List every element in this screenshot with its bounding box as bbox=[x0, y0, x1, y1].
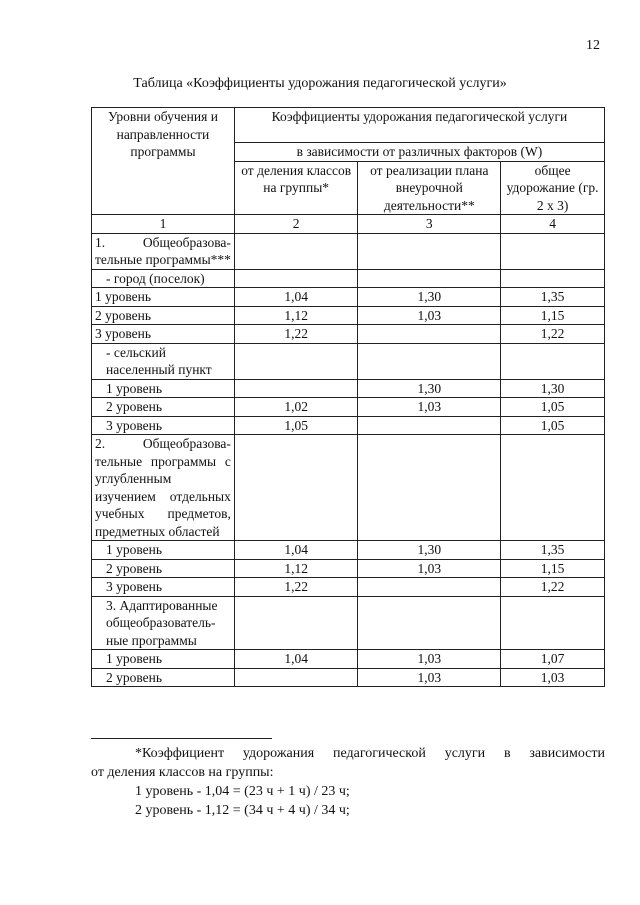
footnote-line: 1 уровень - 1,04 = (23 ч + 1 ч) / 23 ч; bbox=[135, 784, 350, 799]
table-row bbox=[92, 578, 605, 597]
header-col2: от деления классов на группы* bbox=[234, 161, 358, 215]
row-label: 2 уровень bbox=[92, 398, 235, 417]
col-number: 4 bbox=[501, 215, 605, 234]
table-row bbox=[92, 668, 605, 687]
row-label: 3 уровень bbox=[92, 578, 235, 597]
row-label: 3 уровень bbox=[92, 416, 235, 435]
page-number: 12 bbox=[586, 38, 600, 53]
cell-col2: 1,04 bbox=[234, 288, 358, 307]
col-number: 1 bbox=[92, 215, 235, 234]
table-row bbox=[92, 288, 605, 307]
cell-col3 bbox=[358, 325, 501, 344]
cell-col2: 1,12 bbox=[234, 306, 358, 325]
cell-col4: 1,05 bbox=[501, 398, 605, 417]
table-row bbox=[92, 416, 605, 435]
table-row bbox=[92, 325, 605, 344]
footnote-line: *Коэффициент удорожания педагогической услуги в зависимости bbox=[135, 746, 605, 761]
cell-col4: 1,15 bbox=[501, 559, 605, 578]
cell-col2: 1,22 bbox=[234, 325, 358, 344]
cell-col3: 1,30 bbox=[358, 541, 501, 560]
cell-col2: 1,02 bbox=[234, 398, 358, 417]
column-numbers-row bbox=[92, 215, 605, 234]
header-row bbox=[92, 108, 605, 143]
cell-col2: 1,12 bbox=[234, 559, 358, 578]
subsection-row bbox=[92, 269, 605, 288]
row-label: 1 уровень bbox=[92, 541, 235, 560]
section-row bbox=[92, 233, 605, 269]
header-levels: Уровни обучения и направленности программы bbox=[92, 108, 235, 215]
cell-col2: 1,04 bbox=[234, 541, 358, 560]
table-title: Таблица «Коэффициенты удорожания педагогической услуги» bbox=[133, 76, 507, 91]
header-col4: общее удорожание (гр. 2 х 3) bbox=[501, 161, 605, 215]
cell-col3: 1,03 bbox=[358, 306, 501, 325]
cell-col4: 1,07 bbox=[501, 650, 605, 669]
cell-col2: 1,04 bbox=[234, 650, 358, 669]
coefficients-table bbox=[91, 107, 605, 687]
table-row bbox=[92, 398, 605, 417]
cell-col2: 1,22 bbox=[234, 578, 358, 597]
row-label: 3 уровень bbox=[92, 325, 235, 344]
cell-col4: 1,35 bbox=[501, 541, 605, 560]
row-label: 1 уровень bbox=[92, 379, 235, 398]
row-label: 1 уровень bbox=[92, 288, 235, 307]
section-2-title: 2. Общеобразова-тельные программы с углубленным изучением отдельных учебных предметов, предметных областей bbox=[92, 435, 235, 541]
subsection-row bbox=[92, 343, 605, 379]
cell-col3 bbox=[358, 578, 501, 597]
subsection-rural: - сельский населенный пункт bbox=[92, 343, 235, 379]
row-label: 1 уровень bbox=[92, 650, 235, 669]
header-col3: от реализации плана внеурочной деятельности** bbox=[358, 161, 501, 215]
cell-col4: 1,30 bbox=[501, 379, 605, 398]
section-row bbox=[92, 596, 605, 650]
cell-col3: 1,03 bbox=[358, 668, 501, 687]
col-number: 3 bbox=[358, 215, 501, 234]
header-factors: в зависимости от различных факторов (W) bbox=[234, 143, 604, 162]
cell-col4: 1,22 bbox=[501, 578, 605, 597]
row-label: 2 уровень bbox=[92, 559, 235, 578]
cell-col2: 1,05 bbox=[234, 416, 358, 435]
footnote-divider bbox=[91, 738, 272, 739]
section-3-title: 3. Адаптированные общеобразователь-ные программы bbox=[92, 596, 235, 650]
cell-col4: 1,15 bbox=[501, 306, 605, 325]
cell-col2 bbox=[234, 379, 358, 398]
table-row bbox=[92, 306, 605, 325]
cell-col3: 1,03 bbox=[358, 398, 501, 417]
row-label: 2 уровень bbox=[92, 306, 235, 325]
table-row bbox=[92, 650, 605, 669]
header-coefficients: Коэффициенты удорожания педагогической услуги bbox=[234, 108, 604, 143]
cell-col2 bbox=[234, 668, 358, 687]
col-number: 2 bbox=[234, 215, 358, 234]
section-row bbox=[92, 435, 605, 541]
footnote-line: от деления классов на группы: bbox=[91, 765, 274, 780]
footnote-line: 2 уровень - 1,12 = (34 ч + 4 ч) / 34 ч; bbox=[135, 803, 350, 818]
cell-col3 bbox=[358, 416, 501, 435]
table-row bbox=[92, 541, 605, 560]
subsection-city: - город (поселок) bbox=[92, 269, 235, 288]
cell-col4: 1,03 bbox=[501, 668, 605, 687]
cell-col3: 1,03 bbox=[358, 559, 501, 578]
table-row bbox=[92, 379, 605, 398]
cell-col3: 1,30 bbox=[358, 379, 501, 398]
cell-col3: 1,03 bbox=[358, 650, 501, 669]
cell-col4: 1,35 bbox=[501, 288, 605, 307]
table-row bbox=[92, 559, 605, 578]
cell-col4: 1,22 bbox=[501, 325, 605, 344]
row-label: 2 уровень bbox=[92, 668, 235, 687]
section-1-title: 1. Общеобразова-тельные программы*** bbox=[92, 233, 235, 269]
cell-col3: 1,30 bbox=[358, 288, 501, 307]
cell-col4: 1,05 bbox=[501, 416, 605, 435]
